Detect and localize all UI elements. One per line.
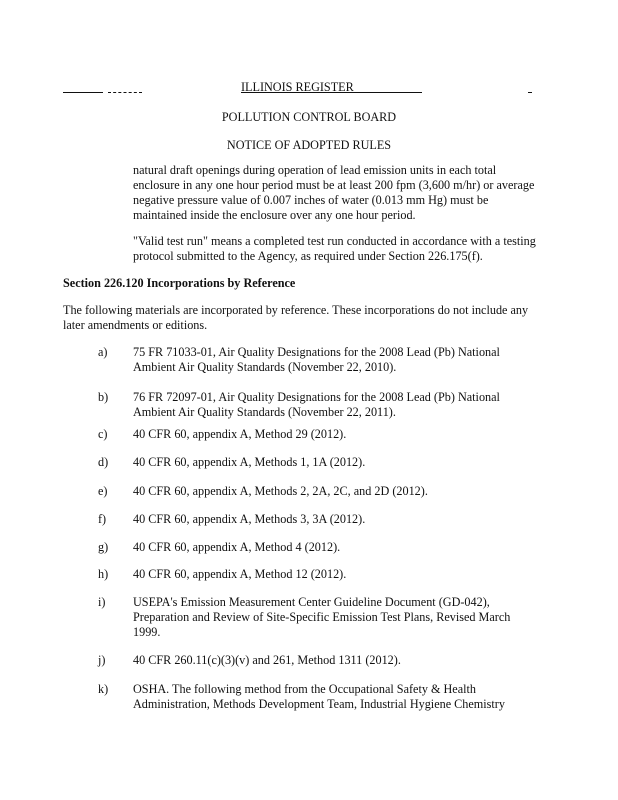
list-item-letter: f)	[98, 512, 107, 526]
continuation-paragraph-1: natural draft openings during operation of lead emission units in each total enclosure in any one hour period must be at least 200 fpm (3,600 m/hr) or average negative pressure value of 0.007 inches of water (0.013 mm Hg) must be maintained inside the enclosure over any one hour period.	[133, 163, 535, 222]
header-tick	[528, 92, 532, 93]
list-item-letter: b)	[98, 390, 109, 404]
list-item-text: 40 CFR 60, appendix A, Method 12 (2012).	[133, 567, 347, 581]
list-item-text: USEPA's Emission Measurement Center Guideline Document (GD-042), Preparation and Review of Site-Specific Emission Test Plans, Revised March 1999.	[133, 595, 511, 639]
list-item-text: 76 FR 72097-01, Air Quality Designations for the 2008 Lead (Pb) National Ambient Air Quality Standards (November 22, 2011).	[133, 390, 500, 419]
list-item-text: 75 FR 71033-01, Air Quality Designations for the 2008 Lead (Pb) National Ambient Air Quality Standards (November 22, 2010).	[133, 345, 500, 374]
continuation-paragraph-2: "Valid test run" means a completed test run conducted in accordance with a testing protocol submitted to the Agency, as required under Section 226.175(f).	[133, 234, 536, 263]
register-title: ILLINOIS REGISTER	[241, 80, 354, 94]
section-intro: The following materials are incorporated by reference. These incorporations do not include any later amendments or editions.	[63, 303, 529, 332]
list-item-letter: k)	[98, 682, 109, 696]
list-item-text: 40 CFR 60, appendix A, Methods 3, 3A (2012).	[133, 512, 366, 526]
list-item-text: 40 CFR 260.11(c)(3)(v) and 261, Method 1311 (2012).	[133, 653, 401, 667]
register-header	[0, 80, 618, 96]
list-item-text: 40 CFR 60, appendix A, Methods 1, 1A (2012).	[133, 455, 366, 469]
list-item-letter: a)	[98, 345, 108, 359]
list-item-letter: g)	[98, 540, 109, 554]
list-item-letter: i)	[98, 595, 106, 609]
list-item-letter: e)	[98, 484, 108, 498]
list-item-letter: c)	[98, 427, 108, 441]
header-rule-left-dashed	[108, 92, 142, 93]
list-item-letter: j)	[98, 653, 106, 667]
section-heading: Section 226.120 Incorporations by Reference	[63, 276, 296, 290]
list-item-text: 40 CFR 60, appendix A, Method 29 (2012).	[133, 427, 347, 441]
list-item-text: 40 CFR 60, appendix A, Methods 2, 2A, 2C, and 2D (2012).	[133, 484, 428, 498]
list-item-text: 40 CFR 60, appendix A, Method 4 (2012).	[133, 540, 341, 554]
board-name: POLLUTION CONTROL BOARD	[221, 110, 397, 124]
header-rule-left	[63, 92, 103, 93]
list-item-letter: h)	[98, 567, 109, 581]
notice-title: NOTICE OF ADOPTED RULES	[226, 138, 392, 152]
list-item-text: OSHA. The following method from the Occupational Safety & Health Administration, Methods Development Team, Industrial Hygiene Chemistry	[133, 682, 505, 711]
header-rule-right	[350, 92, 422, 93]
list-item-letter: d)	[98, 455, 109, 469]
